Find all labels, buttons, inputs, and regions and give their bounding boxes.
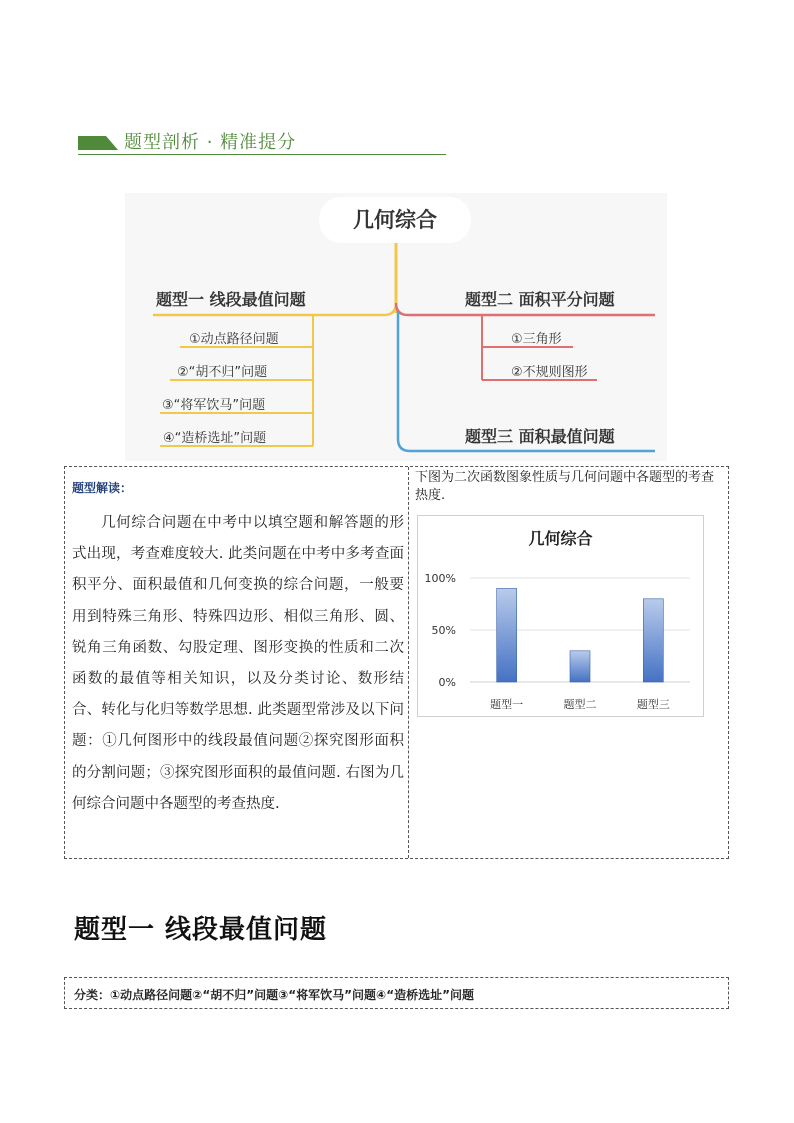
branch2-item-2: ②不规则图形 bbox=[511, 365, 588, 380]
analysis-cell bbox=[72, 479, 404, 820]
table-divider bbox=[408, 467, 409, 858]
analysis-label: 题型解读： bbox=[72, 481, 133, 495]
mind-map bbox=[125, 193, 667, 461]
chart-title: 几何综合 bbox=[528, 529, 593, 548]
category-box bbox=[64, 977, 729, 1009]
branch1-item-4: ④“造桥选址”问题 bbox=[163, 431, 267, 446]
y-tick-label: 100% bbox=[424, 572, 456, 585]
bar-3 bbox=[643, 599, 663, 682]
x-tick-label: 题型二 bbox=[563, 698, 597, 711]
branch1-item-2: ②“胡不归”问题 bbox=[177, 365, 268, 380]
x-tick-label: 题型一 bbox=[490, 698, 524, 711]
analysis-body: 几何综合问题在中考中以填空题和解答题的形式出现，考查难度较大. 此类问题在中考中多考查面积平分、面积最值和几何变换的综合问题，一般要用到特殊三角形、特殊四边形、相似三角形、圆、锐角三角函数、勾股定理、图形变换的性质和二次函数的最值等相关知识，以及分类讨论、数形结合、转化与化归等数学思想. 此类题型常涉及以下问题：①几何图形中的线段最值问题②探究图形面积的分割问题；③探究图形面积的最值问题. 右图为几何综合问题中各题型的考查热度. bbox=[72, 515, 404, 812]
branch3-title: 题型三 面积最值问题 bbox=[465, 427, 615, 446]
y-tick-label: 50% bbox=[431, 624, 456, 637]
chart-intro: 下图为二次函数图象性质与几何问题中各题型的考查热度. bbox=[415, 470, 715, 503]
branch1-item-3: ③“将军饮马”问题 bbox=[162, 398, 266, 413]
bar-1 bbox=[497, 588, 517, 682]
mind-map-center: 几何综合 bbox=[319, 197, 471, 243]
chart-cell bbox=[415, 469, 725, 711]
branch2-item-1: ①三角形 bbox=[511, 332, 562, 347]
branch2-title: 题型二 面积平分问题 bbox=[465, 290, 615, 309]
x-tick-label: 题型三 bbox=[636, 698, 670, 711]
info-table bbox=[64, 466, 729, 859]
bar-chart bbox=[417, 515, 704, 717]
category-text: 分类：①动点路径问题②“胡不归”问题③“将军饮马”问题④“造桥选址”问题 bbox=[74, 988, 474, 1002]
section-title: 题型剖析 · 精准提分 bbox=[124, 132, 297, 153]
section-header bbox=[78, 128, 446, 156]
y-tick-label: 0% bbox=[438, 676, 456, 689]
chart-canvas bbox=[418, 516, 703, 716]
branch1-item-1: ①动点路径问题 bbox=[189, 332, 279, 347]
section-flag-icon bbox=[78, 136, 118, 150]
section-rule bbox=[78, 154, 446, 155]
bar-2 bbox=[570, 651, 590, 682]
type1-heading: 题型一 线段最值问题 bbox=[74, 915, 328, 945]
branch1-title: 题型一 线段最值问题 bbox=[156, 290, 306, 309]
